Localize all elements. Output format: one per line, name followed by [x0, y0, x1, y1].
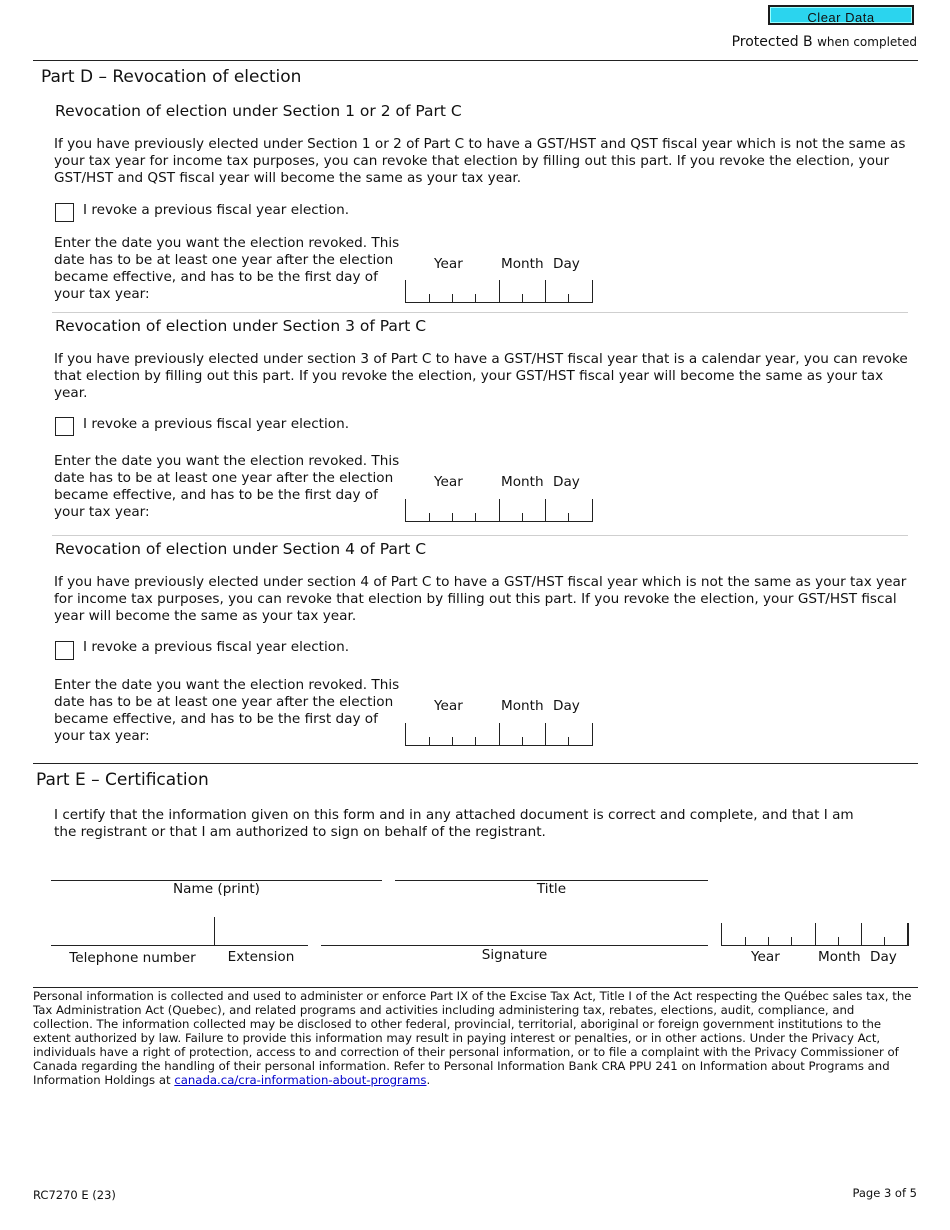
date-instruction-3: Enter the date you want the election revoked. This date has to be at least one year after the election became effective, and has to be the first day of your tax year:: [54, 677, 400, 744]
revoke-checkbox-3-label: I revoke a previous fiscal year election.: [83, 639, 350, 655]
signature-date-field[interactable]: [721, 923, 909, 946]
section-4-title: Revocation of election under Section 4 of Part C: [55, 540, 427, 558]
month-label: Month: [501, 474, 544, 490]
revoke-checkbox-2[interactable]: [55, 417, 74, 436]
revoke-checkbox-1-label: I revoke a previous fiscal year election.: [83, 202, 350, 218]
revoke-checkbox-2-label: I revoke a previous fiscal year election.: [83, 416, 350, 432]
divider: [33, 987, 918, 988]
day-label: Day: [553, 474, 580, 490]
day-label: Day: [870, 949, 897, 965]
name-label: Name (print): [173, 881, 260, 897]
divider: [214, 917, 215, 945]
extension-field[interactable]: [214, 945, 308, 946]
revoke-checkbox-1[interactable]: [55, 203, 74, 222]
month-label: Month: [818, 949, 861, 965]
signature-field[interactable]: [321, 945, 708, 946]
clear-data-button[interactable]: Clear Data: [768, 5, 914, 25]
section-1-2-title: Revocation of election under Section 1 or 2 of Part C: [55, 102, 462, 120]
section-1-2-paragraph: If you have previously elected under Section 1 or 2 of Part C to have a GST/HST and QST fiscal year which is not the same as your tax year for income tax purposes, you can revoke that election by filling out this part. If you revoke the election, your GST/HST and QST fiscal year will become the same as your tax year.: [54, 136, 906, 186]
form-id: RC7270 E (23): [33, 1188, 116, 1202]
divider: [33, 60, 918, 61]
date-field-1[interactable]: [405, 280, 593, 303]
telephone-field[interactable]: [51, 945, 214, 946]
page-number: Page 3 of 5: [852, 1186, 917, 1200]
divider: [33, 763, 918, 764]
section-3-paragraph: If you have previously elected under section 3 of Part C to have a GST/HST fiscal year that is a calendar year, you can revoke that election by filling out this part. If you revoke the election, your GST/HST fiscal year will become the same as your tax year.: [54, 351, 908, 401]
year-label: Year: [434, 698, 463, 714]
protected-b-label: Protected B when completed: [731, 34, 917, 50]
revoke-checkbox-3[interactable]: [55, 641, 74, 660]
day-label: Day: [553, 698, 580, 714]
part-d-title: Part D – Revocation of election: [41, 67, 302, 87]
month-label: Month: [501, 256, 544, 272]
year-label: Year: [751, 949, 780, 965]
date-field-2[interactable]: [405, 499, 593, 522]
date-instruction-2: Enter the date you want the election revoked. This date has to be at least one year after the election became effective, and has to be the first day of your tax year:: [54, 453, 400, 520]
divider: [52, 535, 908, 536]
date-field-3[interactable]: [405, 723, 593, 746]
certification-paragraph: I certify that the information given on this form and in any attached document is correct and complete, and that I am the registrant or that I am authorized to sign on behalf of the registrant.: [54, 807, 854, 840]
privacy-notice: Personal information is collected and used to administer or enforce Part IX of the Excise Tax Act, Title I of the Act respecting the Québec sales tax, the Tax Administration Act (Quebec), and related programs and activities including administering tax, rebates, elections, audit, compliance, and collection. The information collected may be disclosed to other federal, provincial, territorial, aboriginal or foreign government institutions to the extent authorized by law. Failure to provide this information may result in paying interest or penalties, or in other actions. Under the Privacy Act, individuals have a right of protection, access to and correction of their personal information, or to file a complaint with the Privacy Commissioner of Canada regarding the handling of their personal information. Refer to Personal Information Bank CRA PPU 241 on Information about Programs and Information Holdings at canada.ca/cra-information-about-programs.: [33, 989, 912, 1087]
part-e-title: Part E – Certification: [36, 770, 209, 790]
year-label: Year: [434, 256, 463, 272]
divider: [721, 923, 722, 945]
divider: [52, 312, 908, 313]
year-label: Year: [434, 474, 463, 490]
extension-label: Extension: [227, 949, 295, 965]
month-label: Month: [501, 698, 544, 714]
day-label: Day: [553, 256, 580, 272]
signature-label: Signature: [481, 947, 548, 963]
privacy-link[interactable]: canada.ca/cra-information-about-programs: [174, 1073, 427, 1087]
title-label: Title: [536, 881, 567, 897]
telephone-label: Telephone number: [69, 950, 196, 966]
date-instruction-1: Enter the date you want the election revoked. This date has to be at least one year after the election became effective, and has to be the first day of your tax year:: [54, 235, 400, 302]
divider: [907, 923, 908, 945]
section-3-title: Revocation of election under Section 3 of Part C: [55, 317, 427, 335]
section-4-paragraph: If you have previously elected under section 4 of Part C to have a GST/HST fiscal year which is not the same as your tax year for income tax purposes, you can revoke that election by filling out this part. If you revoke the election, your GST/HST fiscal year will become the same as your tax year.: [54, 574, 907, 624]
